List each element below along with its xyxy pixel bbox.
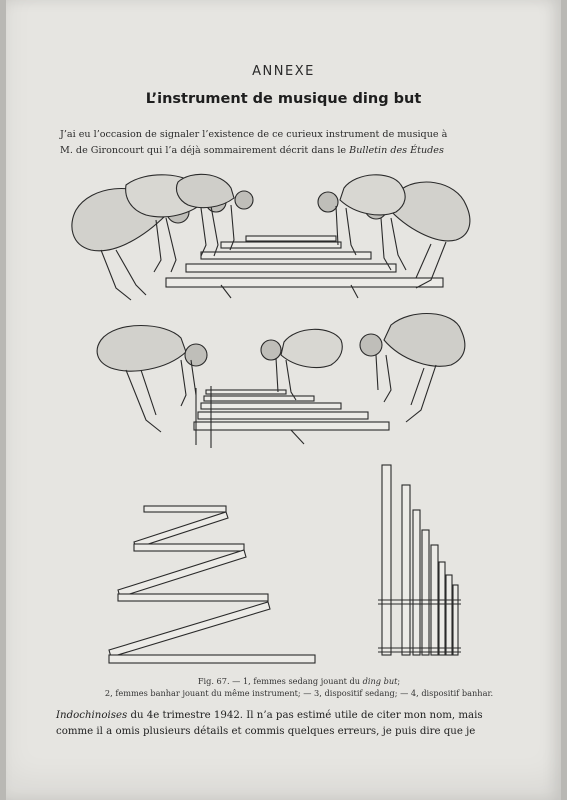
body-line-1: Indochinoises du 4e trimestre 1942. Il n’a pas estimé utile de citer mon nom, mais [56, 710, 483, 721]
intro-line-1: J’ai eu l’occasion de signaler l’existence de ce curieux instrument de musique à [60, 129, 448, 140]
intro-paragraph [60, 127, 480, 159]
illustration-sedang-players [72, 174, 470, 300]
page-title: L’instrument de musique ding but [145, 91, 422, 107]
figure-67-illustration [6, 160, 561, 670]
book-page [6, 0, 561, 800]
illustration-banhar-players [97, 314, 465, 448]
body-line-2: comme il a omis plusieurs détails et commis quelques erreurs, je puis dire que je [56, 726, 476, 737]
body-paragraph [56, 708, 526, 740]
diagram-sedang-arrangement [109, 506, 315, 663]
caption-line-2: 2, femmes banhar jouant du même instrument; — 3, dispositif sedang; — 4, dispositif banhar. [104, 688, 494, 698]
caption-line-1: Fig. 67. — 1, femmes sedang jouant du ding but; [197, 676, 401, 686]
intro-line-2: M. de Gironcourt qui l’a déjà sommairement décrit dans le Bulletin des Études [60, 145, 444, 156]
figure-caption [64, 675, 534, 699]
journal-title: Bulletin des Études [349, 145, 444, 156]
diagram-banhar-arrangement [378, 465, 461, 655]
annexe-label: ANNEXE [252, 64, 315, 79]
